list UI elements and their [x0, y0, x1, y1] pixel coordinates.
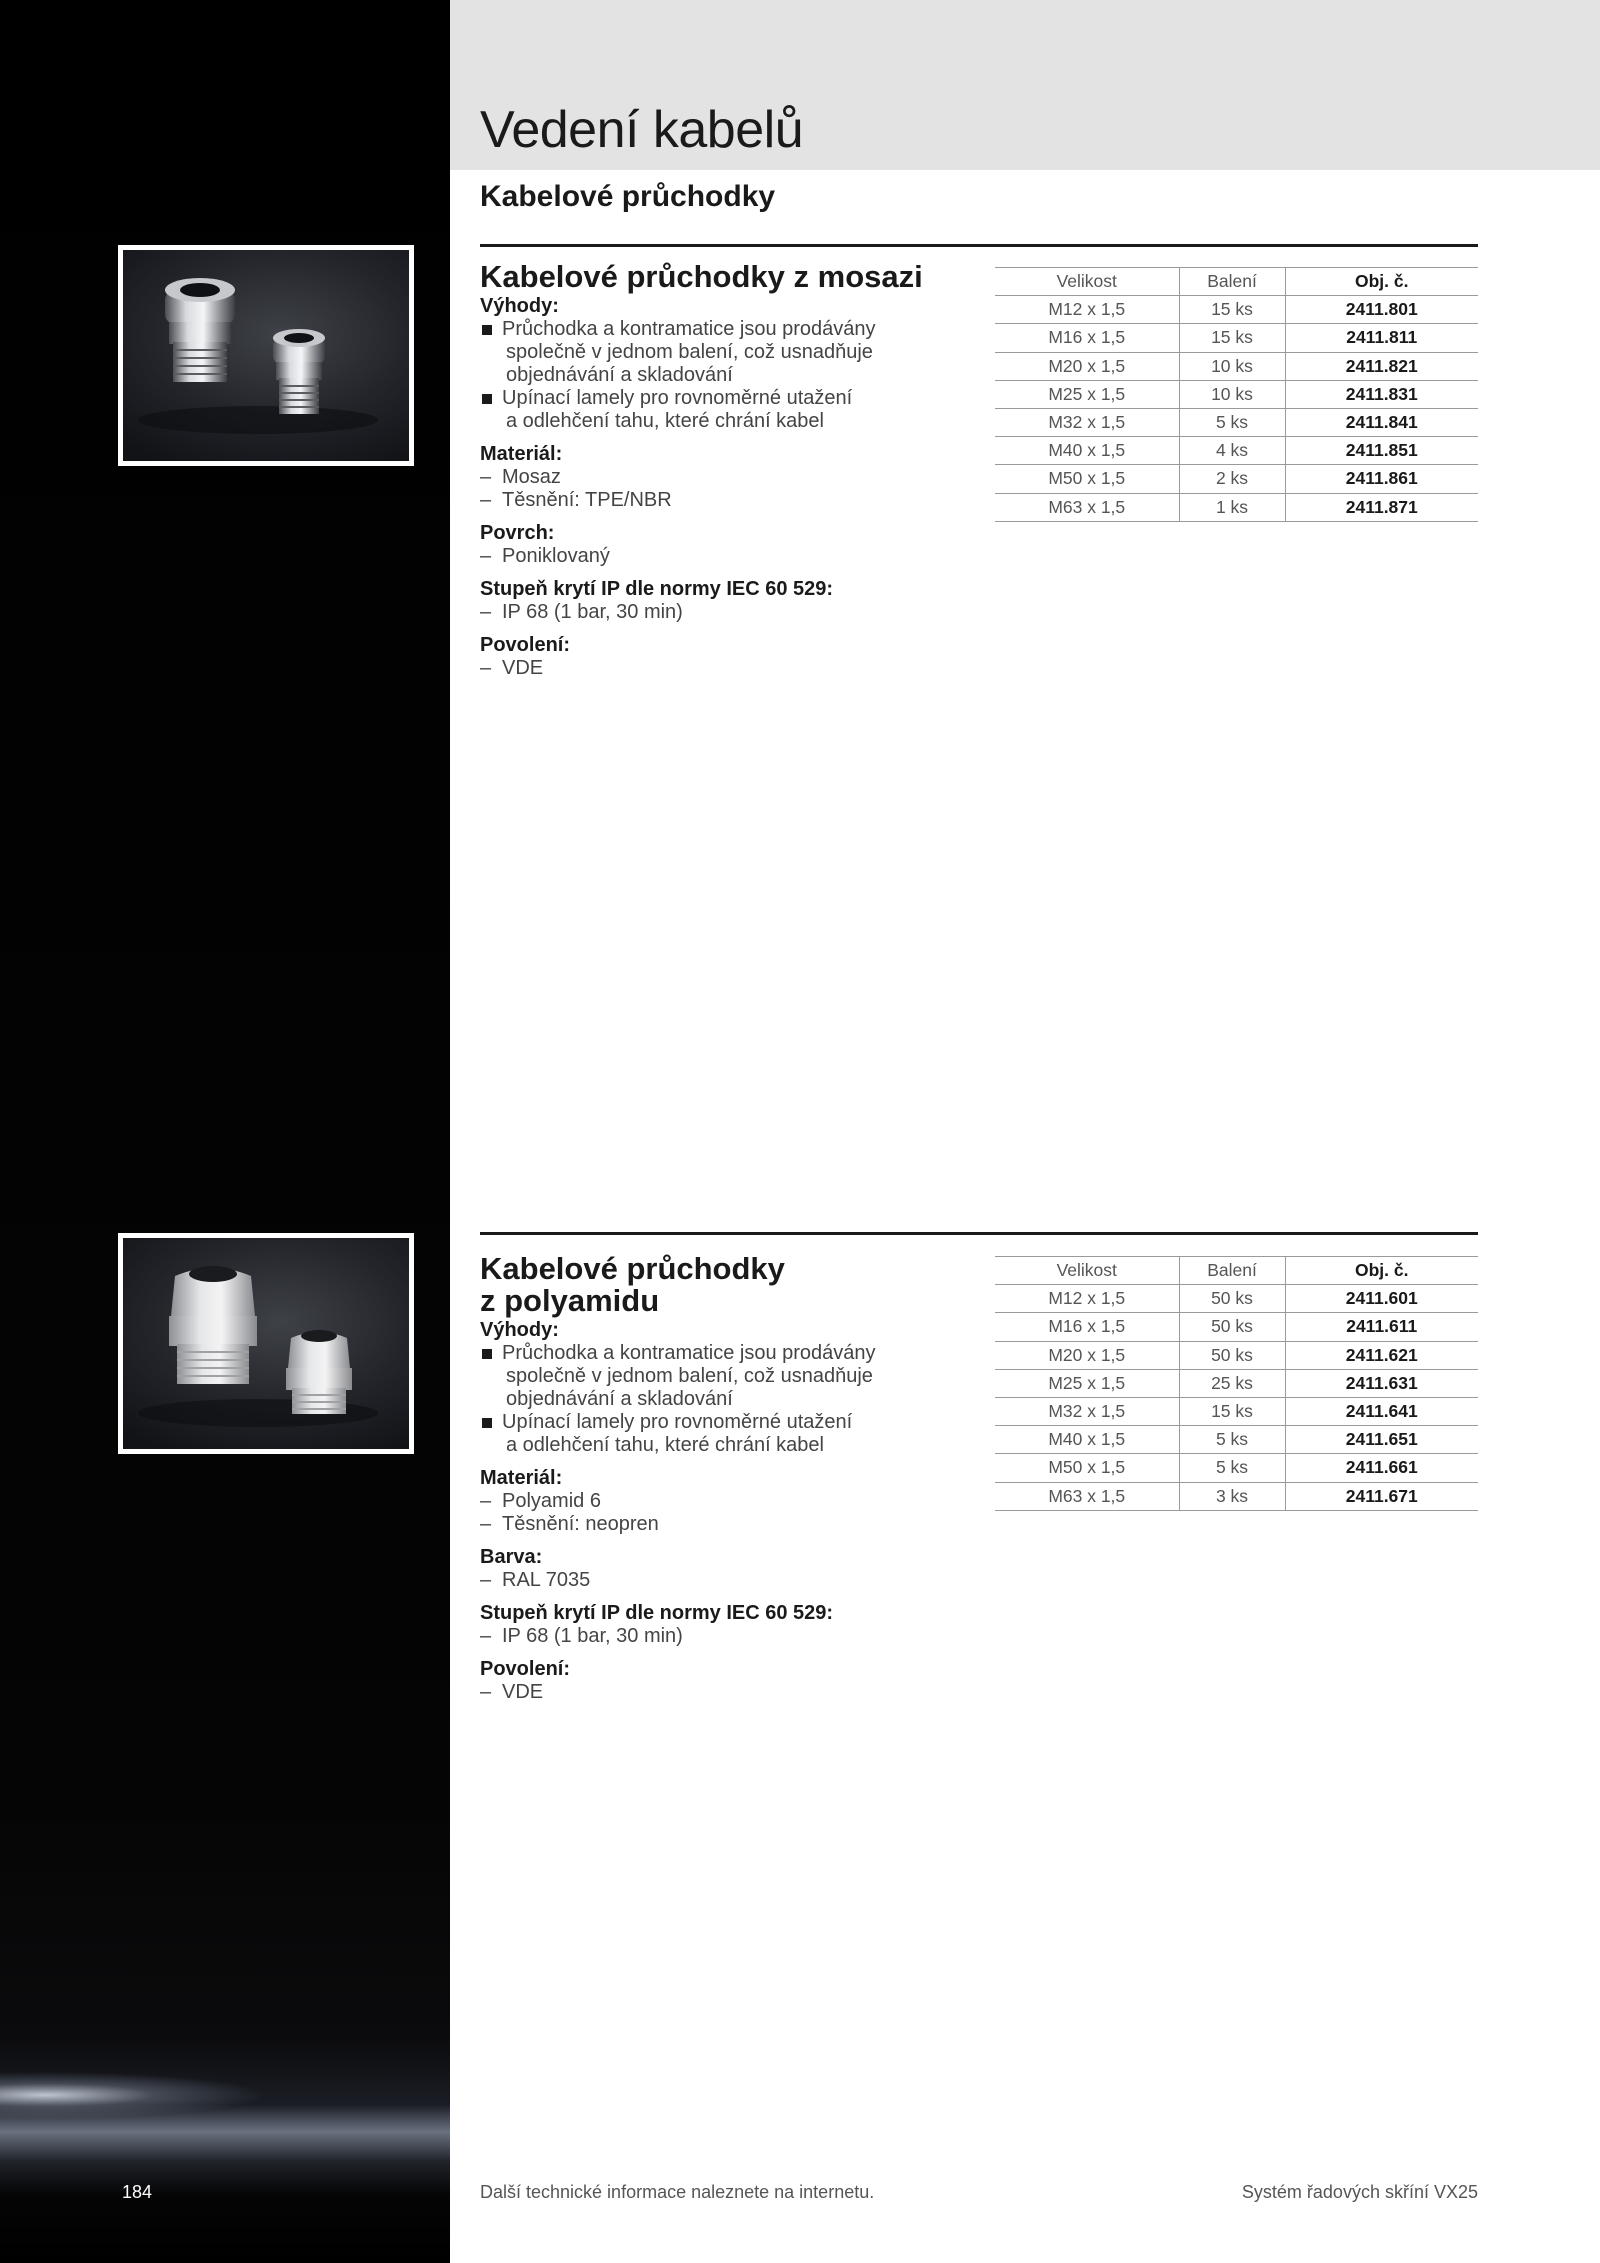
- table-row: [995, 465, 1478, 493]
- table-header-row: [995, 268, 1478, 296]
- page-number: 184: [122, 2182, 153, 2202]
- material-label: Materiál:: [480, 443, 563, 465]
- cell-size: M16 x 1,5: [995, 1313, 1179, 1341]
- surface-item: – Poniklovaný: [480, 545, 970, 568]
- table-row: [995, 1313, 1478, 1341]
- product-title-line: Kabelové průchodky z mosazi: [480, 259, 923, 294]
- approval-item: – VDE: [480, 1681, 970, 1704]
- cell-package: 2 ks: [1179, 465, 1285, 493]
- table-row: [995, 437, 1478, 465]
- product-title-line: z polyamidu: [480, 1283, 660, 1318]
- table-row: [995, 1454, 1478, 1482]
- approval-label: Povolení:: [480, 1658, 571, 1680]
- cell-order-no: 2411.641: [1285, 1397, 1478, 1425]
- material-item: – Mosaz: [480, 466, 970, 489]
- table-row: [995, 380, 1478, 408]
- section-rule: [480, 244, 1478, 247]
- color-item: – RAL 7035: [480, 1569, 970, 1592]
- cell-size: M50 x 1,5: [995, 1454, 1179, 1482]
- table-row: [995, 493, 1478, 521]
- cell-size: M40 x 1,5: [995, 437, 1179, 465]
- ip-rating-item: – IP 68 (1 bar, 30 min): [480, 601, 970, 624]
- surface-label: Povrch:: [480, 522, 555, 544]
- header-package: Balení: [1179, 1257, 1285, 1285]
- chapter-title: Vedení kabelů: [480, 101, 804, 159]
- cell-order-no: 2411.611: [1285, 1313, 1478, 1341]
- cell-package: 3 ks: [1179, 1482, 1285, 1510]
- table-row: [995, 1482, 1478, 1510]
- ip-rating-label: Stupeň krytí IP dle normy IEC 60 529:: [480, 1602, 834, 1624]
- cell-package: 10 ks: [1179, 380, 1285, 408]
- advantage-item: Průchodka a kontramatice jsou prodávány: [480, 1342, 970, 1365]
- material-item: – Těsnění: neopren: [480, 1513, 970, 1536]
- brass-spec-table: [995, 267, 1478, 522]
- header-size: Velikost: [995, 1257, 1179, 1285]
- ip-rating-label: Stupeň krytí IP dle normy IEC 60 529:: [480, 578, 834, 600]
- section-rule: [480, 1232, 1478, 1235]
- cell-order-no: 2411.821: [1285, 352, 1478, 380]
- header-size: Velikost: [995, 268, 1179, 296]
- cell-order-no: 2411.601: [1285, 1285, 1478, 1313]
- light-streak-decoration: [0, 2040, 450, 2150]
- color-label: Barva:: [480, 1546, 543, 1568]
- cell-order-no: 2411.841: [1285, 408, 1478, 436]
- cell-order-no: 2411.631: [1285, 1369, 1478, 1397]
- cell-order-no: 2411.671: [1285, 1482, 1478, 1510]
- cell-size: M32 x 1,5: [995, 1397, 1179, 1425]
- approval-item: – VDE: [480, 657, 970, 680]
- advantages-label: Výhody:: [480, 1319, 559, 1341]
- cell-order-no: 2411.801: [1285, 296, 1478, 324]
- cell-package: 15 ks: [1179, 1397, 1285, 1425]
- cell-package: 15 ks: [1179, 324, 1285, 352]
- table-row: [995, 1341, 1478, 1369]
- product-brass: [480, 261, 970, 680]
- cell-size: M50 x 1,5: [995, 465, 1179, 493]
- cell-size: M63 x 1,5: [995, 1482, 1179, 1510]
- cell-package: 5 ks: [1179, 1426, 1285, 1454]
- table-row: [995, 352, 1478, 380]
- cell-package: 10 ks: [1179, 352, 1285, 380]
- material-item: – Polyamid 6: [480, 1490, 970, 1513]
- table-row: [995, 1397, 1478, 1425]
- brass-cable-gland-photo: [118, 245, 414, 466]
- header-order-no: Obj. č.: [1285, 1257, 1478, 1285]
- advantage-item-continued: objednávání a skladování: [506, 1388, 733, 1410]
- polyamide-spec-table: [995, 1256, 1478, 1511]
- cell-package: 50 ks: [1179, 1285, 1285, 1313]
- cell-order-no: 2411.871: [1285, 493, 1478, 521]
- cell-size: M12 x 1,5: [995, 1285, 1179, 1313]
- table-row: [995, 408, 1478, 436]
- brass-cable-gland-icon: [123, 250, 409, 461]
- cell-size: M40 x 1,5: [995, 1426, 1179, 1454]
- advantage-item-continued: objednávání a skladování: [506, 364, 733, 386]
- header-package: Balení: [1179, 268, 1285, 296]
- footer-system-name: Systém řadových skříní VX25: [1241, 2182, 1478, 2202]
- cell-order-no: 2411.661: [1285, 1454, 1478, 1482]
- cell-size: M32 x 1,5: [995, 408, 1179, 436]
- cell-order-no: 2411.811: [1285, 324, 1478, 352]
- cell-order-no: 2411.831: [1285, 380, 1478, 408]
- cell-size: M63 x 1,5: [995, 493, 1179, 521]
- product-title: [480, 261, 970, 293]
- approval-label: Povolení:: [480, 634, 571, 656]
- cell-size: M20 x 1,5: [995, 1341, 1179, 1369]
- advantage-item-continued: společně v jednom balení, což usnadňuje: [506, 341, 873, 363]
- cell-size: M20 x 1,5: [995, 352, 1179, 380]
- material-item: – Těsnění: TPE/NBR: [480, 489, 970, 512]
- cell-order-no: 2411.651: [1285, 1426, 1478, 1454]
- table-row: [995, 1426, 1478, 1454]
- cell-package: 5 ks: [1179, 408, 1285, 436]
- cell-package: 50 ks: [1179, 1313, 1285, 1341]
- advantage-item-continued: a odlehčení tahu, které chrání kabel: [506, 1434, 824, 1456]
- product-title-line: Kabelové průchodky: [480, 1251, 785, 1286]
- advantages-label: Výhody:: [480, 295, 559, 317]
- material-label: Materiál:: [480, 1467, 563, 1489]
- footer-note: Další technické informace naleznete na internetu.: [480, 2182, 875, 2202]
- advantage-item-continued: společně v jednom balení, což usnadňuje: [506, 1365, 873, 1387]
- polyamide-cable-gland-photo: [118, 1233, 414, 1454]
- table-row: [995, 1369, 1478, 1397]
- cell-package: 25 ks: [1179, 1369, 1285, 1397]
- cell-package: 5 ks: [1179, 1454, 1285, 1482]
- cell-order-no: 2411.851: [1285, 437, 1478, 465]
- advantage-item: Průchodka a kontramatice jsou prodávány: [480, 318, 970, 341]
- table-row: [995, 296, 1478, 324]
- advantage-item-continued: a odlehčení tahu, které chrání kabel: [506, 410, 824, 432]
- table-row: [995, 324, 1478, 352]
- table-row: [995, 1285, 1478, 1313]
- product-polyamide: [480, 1253, 970, 1704]
- advantage-item: Upínací lamely pro rovnoměrné utažení: [480, 387, 970, 410]
- ip-rating-item: – IP 68 (1 bar, 30 min): [480, 1625, 970, 1648]
- advantage-item: Upínací lamely pro rovnoměrné utažení: [480, 1411, 970, 1434]
- cell-size: M25 x 1,5: [995, 380, 1179, 408]
- cell-package: 15 ks: [1179, 296, 1285, 324]
- cell-order-no: 2411.621: [1285, 1341, 1478, 1369]
- header-order-no: Obj. č.: [1285, 268, 1478, 296]
- section-title: Kabelové průchodky: [480, 180, 776, 213]
- table-header-row: [995, 1257, 1478, 1285]
- cell-order-no: 2411.861: [1285, 465, 1478, 493]
- cell-package: 4 ks: [1179, 437, 1285, 465]
- cell-package: 1 ks: [1179, 493, 1285, 521]
- polyamide-cable-gland-icon: [123, 1238, 409, 1449]
- product-title: [480, 1253, 970, 1317]
- cell-package: 50 ks: [1179, 1341, 1285, 1369]
- cell-size: M16 x 1,5: [995, 324, 1179, 352]
- cell-size: M25 x 1,5: [995, 1369, 1179, 1397]
- cell-size: M12 x 1,5: [995, 296, 1179, 324]
